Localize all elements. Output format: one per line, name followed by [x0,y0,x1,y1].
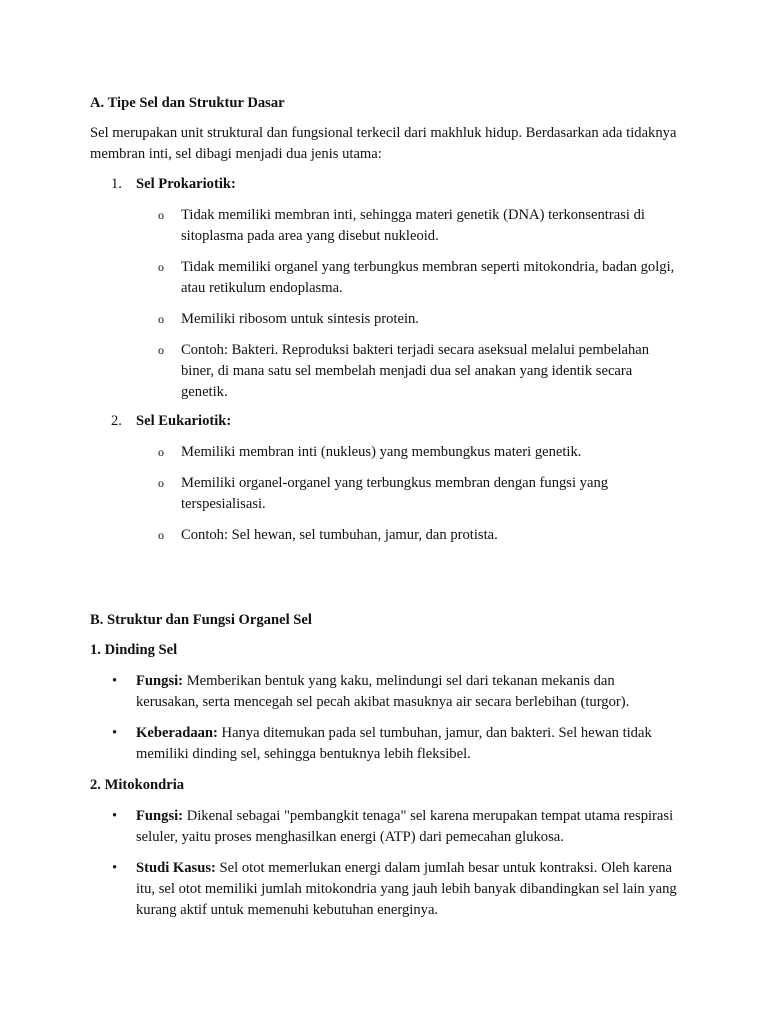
bullet-icon: • [112,808,118,824]
item-label: Keberadaan: [136,725,218,741]
section-a-title: A. Tipe Sel dan Struktur Dasar [90,95,285,111]
circle-bullet-icon: o [158,445,164,459]
item-label: Studi Kasus: [136,860,216,876]
point-text: Tidak memiliki membran inti, sehingga materi genetik (DNA) terkonsentrasi di sitoplasma pada area yang disebut nukleoid. [181,207,645,244]
list-item [136,257,680,299]
list-item [90,723,680,765]
circle-bullet-icon: o [158,343,164,357]
circle-bullet-icon: o [158,476,164,490]
list-item [90,858,680,921]
bullet-icon: • [112,673,118,689]
section-b-title: B. Struktur dan Fungsi Organel Sel [90,612,312,628]
point-text: Contoh: Sel hewan, sel tumbuhan, jamur, dan protista. [181,527,498,543]
list-item-eukaryotic [90,411,680,546]
cell-wall-list [90,671,680,765]
point-text: Tidak memiliki organel yang terbungkus membran seperti mitokondria, badan golgi, atau retikulum endoplasma. [181,259,675,296]
item-text: Sel otot memerlukan energi dalam jumlah besar untuk kontraksi. Oleh karena itu, sel otot memiliki jumlah mitokondria yang jauh lebih banyak dibandingkan sel lain yang kurang aktif untuk memenuhi kebutuhan energinya. [136,860,677,918]
circle-bullet-icon: o [158,312,164,326]
list-item [136,442,680,463]
cell-type-list [90,174,680,546]
list-number: 1. [111,176,122,192]
list-item [90,671,680,713]
point-text: Memiliki organel-organel yang terbungkus membran dengan fungsi yang terspesialisasi. [181,475,609,512]
prokaryotic-points [136,205,680,403]
prokaryotic-label: Sel Prokariotik: [136,176,236,192]
list-item-prokaryotic [90,174,680,403]
list-item [136,473,680,515]
eukaryotic-label: Sel Eukariotik: [136,413,232,429]
bullet-icon: • [112,725,118,741]
section-a-intro: Sel merupakan unit struktural dan fungsional terkecil dari makhluk hidup. Berdasarkan ada tidaknya membran inti, sel dibagi menjadi dua jenis utama: [90,125,677,162]
point-text: Memiliki ribosom untuk sintesis protein. [181,311,419,327]
mitochondria-list [90,806,680,921]
list-item [136,309,680,330]
list-item [90,806,680,848]
list-item [136,205,680,247]
circle-bullet-icon: o [158,528,164,542]
item-text: Memberikan bentuk yang kaku, melindungi sel dari tekanan mekanis dan kerusakan, serta mencegah sel pecah akibat masuknya air secara berlebihan (turgor). [136,673,630,710]
list-item [136,525,680,546]
circle-bullet-icon: o [158,208,164,222]
document-page [90,93,680,931]
subsection-title-cell-wall: 1. Dinding Sel [90,642,178,658]
list-item [136,340,680,403]
item-text: Hanya ditemukan pada sel tumbuhan, jamur, dan bakteri. Sel hewan tidak memiliki dinding sel, sehingga bentuknya lebih fleksibel. [136,725,652,762]
list-number: 2. [111,413,122,429]
eukaryotic-points [136,442,680,546]
bullet-icon: • [112,860,118,876]
point-text: Contoh: Bakteri. Reproduksi bakteri terjadi secara aseksual melalui pembelahan biner, di mana satu sel membelah menjadi dua sel anakan yang identik secara genetik. [181,342,650,400]
point-text: Memiliki membran inti (nukleus) yang membungkus materi genetik. [181,444,582,460]
item-label: Fungsi: [136,673,184,689]
subsection-title-mitochondria: 2. Mitokondria [90,777,185,793]
item-text: Dikenal sebagai "pembangkit tenaga" sel karena merupakan tempat utama respirasi seluler, yaitu proses menghasilkan energi (ATP) dari pemecahan glukosa. [136,808,674,845]
item-label: Fungsi: [136,808,184,824]
circle-bullet-icon: o [158,260,164,274]
